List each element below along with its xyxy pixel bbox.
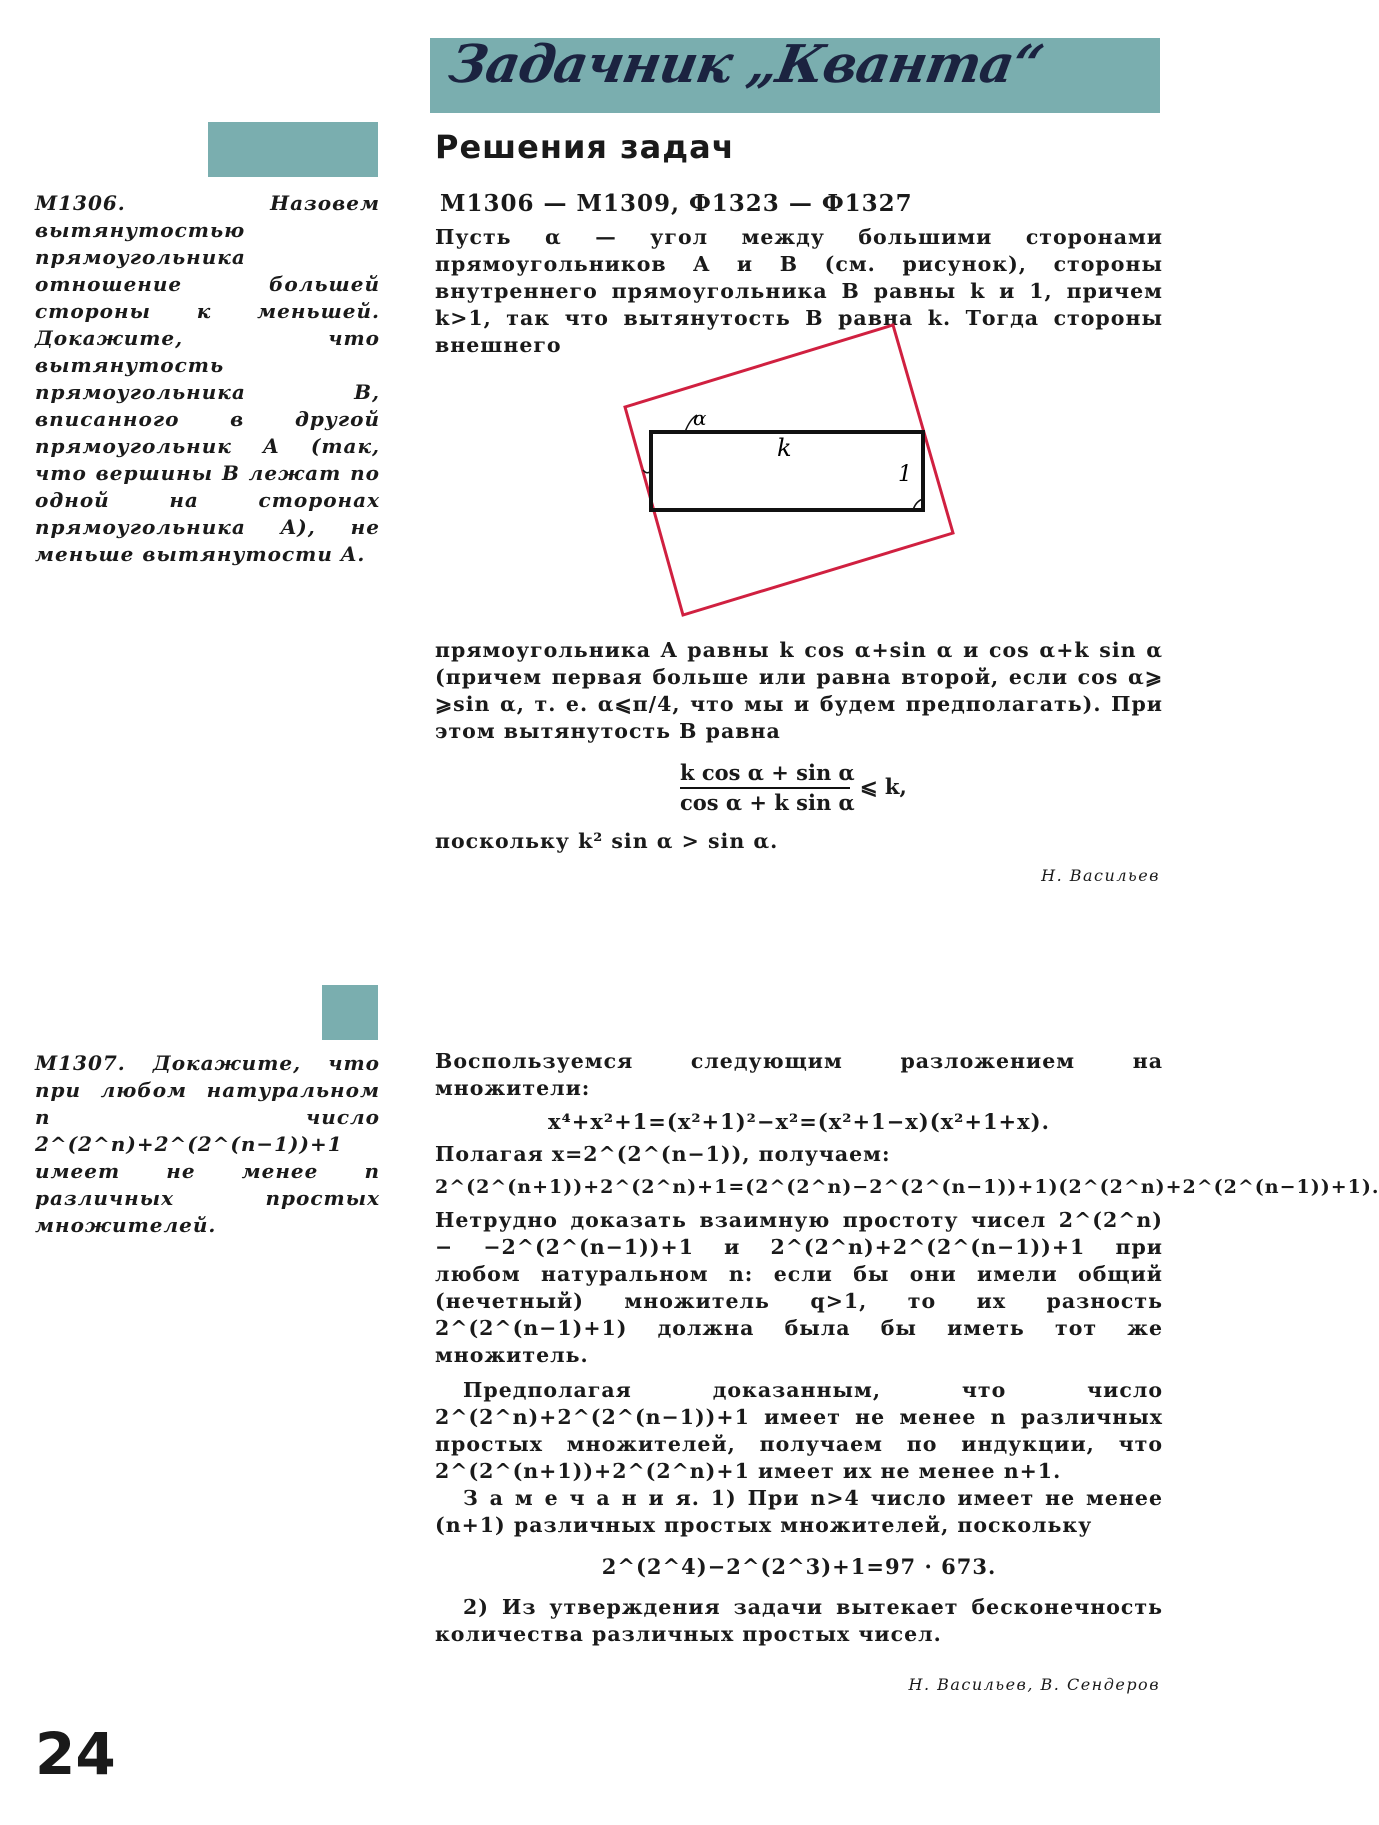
figure-1-label: 1	[898, 462, 912, 487]
m1306-statement: М1306. Назовем вытянутостью прямоугольника отношение большей стороны к меньшей. Докажите, что вытянутость прямоугольника B, вписанного в другой прямоугольник A (так, что вершины B лежат по одной на сторонах прямоугольника A), не меньше вытянутости A.	[35, 191, 380, 566]
section-marker	[322, 985, 378, 1040]
section-title: Решения задач	[435, 128, 735, 166]
formula-3: 2^(2^4)−2^(2^3)+1=97 · 673.	[601, 1554, 997, 1579]
banner-title: Задачник „Кванта“	[444, 34, 1048, 95]
fraction-rhs: ⩽ k,	[860, 774, 907, 799]
rectangles-figure	[615, 345, 960, 615]
m1306-solution-cont: прямоугольника A равны k cos α+sin α и cos α+k sin α (причем первая больше или равна второй, если cos α⩾ ⩾sin α, т. е. α⩽π/4, что мы и будем предполагать). При этом вытянутость B равна	[435, 638, 1163, 743]
fraction-denominator: cos α + k sin α	[680, 790, 855, 815]
formula-1: x⁴+x²+1=(x²+1)²−x²=(x²+1−x)(x²+1+x).	[548, 1109, 1050, 1134]
m1306-solution-intro: Пусть α — угол между большими сторонами прямоугольников A и B (см. рисунок), стороны внутреннего прямоугольника B равны k и 1, причем k>1, так что вытянутость B равна k. Тогда стороны внешнего	[435, 225, 1163, 357]
page-number: 24	[35, 1720, 116, 1788]
m1306-since: поскольку k² sin α > sin α.	[435, 829, 779, 853]
figure-alpha-label: α	[693, 406, 707, 430]
figure-k-label: k	[777, 434, 792, 462]
fraction-numerator: k cos α + sin α	[680, 760, 850, 789]
section-marker	[208, 122, 378, 177]
m1307-statement: М1307. Докажите, что при любом натуральном n число 2^(2^n)+2^(2^(n−1))+1 имеет не менее n различных простых множителей.	[35, 1051, 380, 1237]
problem-range: М1306 — М1309, Ф1323 — Ф1327	[440, 190, 913, 217]
m1307-author: Н. Васильев, В. Сендеров	[908, 1675, 1160, 1694]
m1307-solution: Воспользуемся следующим разложением на множители: x⁴+x²+1=(x²+1)²−x²=(x²+1−x)(x²+1+x). Полагая x=2^(2^(n−1)), получаем: 2^(2^(n+1))+2^(2^n)+1=(2^(2^n)−2^(2^(n−1))+1)(2^(2^n)+2^(2^(n−1))+1). Нетрудно доказать взаимную простоту чисел 2^(2^n) − −2^(2^(n−1))+1 и 2^(2^n)+2^(2^(n−1))+1 при любом натуральном n: если бы они имели общий (нечетный) множитель q>1, то их разность 2^(2^(n−1)+1) должна была бы иметь тот же множитель. Предполагая доказанным, что число 2^(2^n)+2^(2^(n−1))+1 имеет не менее n различных простых множителей, получаем по индукции, что 2^(2^(n+1))+2^(2^n)+1 имеет их не менее n+1. З а м е ч а н и я. 1) При n>4 число имеет не менее (n+1) различных простых множителей, поскольку 2^(2^4)−2^(2^3)+1=97 · 673. 2) Из утверждения задачи вытекает бесконечность количества различных простых чисел.	[435, 1049, 1379, 1646]
m1306-fraction	[680, 760, 1000, 820]
formula-2: 2^(2^(n+1))+2^(2^n)+1=(2^(2^n)−2^(2^(n−1))+1)(2^(2^n)+2^(2^(n−1))+1).	[435, 1176, 1379, 1198]
m1306-author: Н. Васильев	[1041, 866, 1160, 885]
